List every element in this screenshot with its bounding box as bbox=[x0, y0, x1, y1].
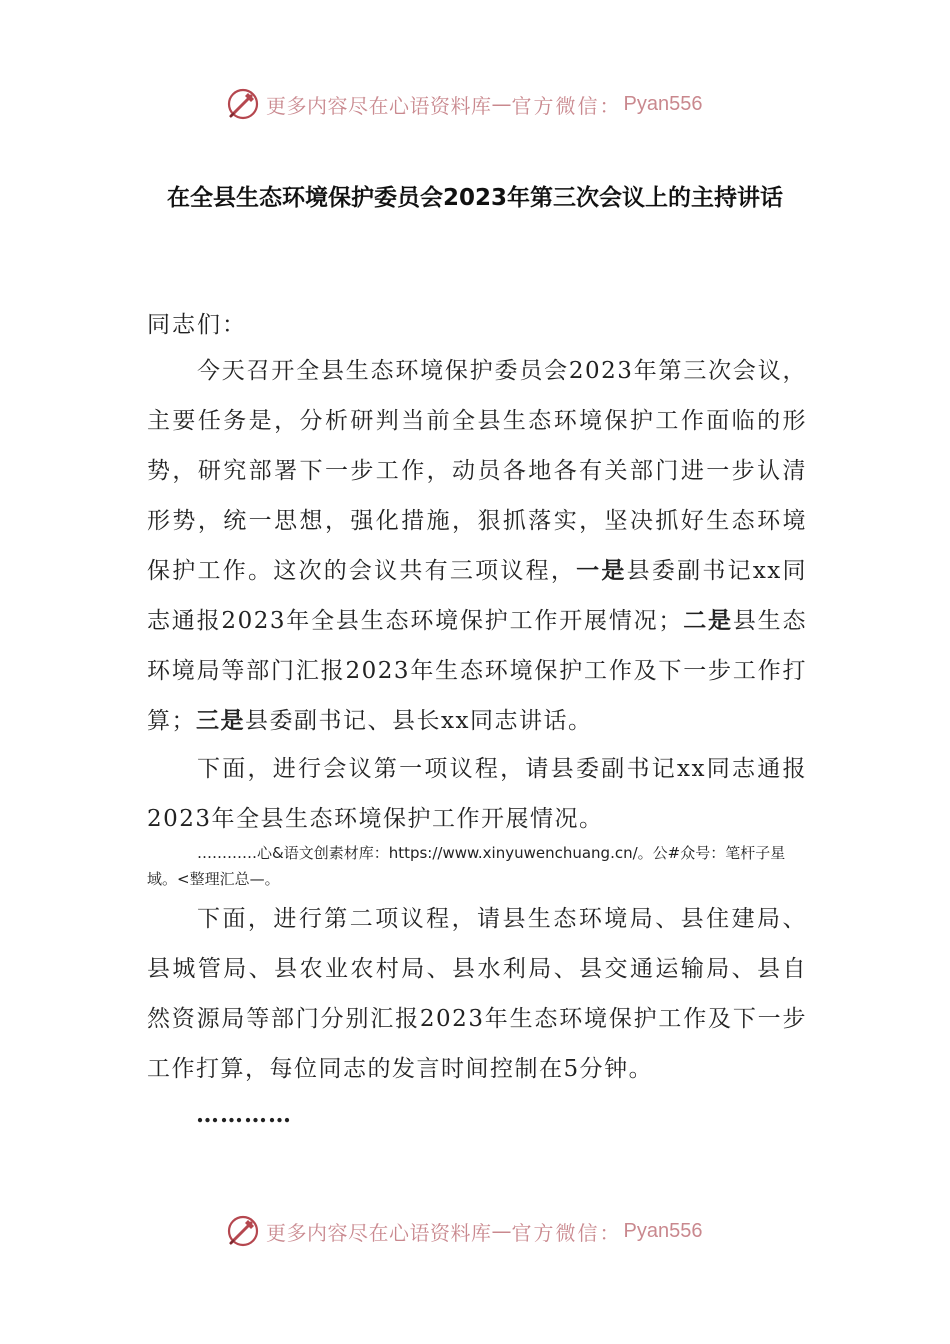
agenda-item-1: 县委副书记xx同志通报2023年全县生态环境保护工作开展情况； bbox=[147, 558, 808, 634]
agenda-item-2: 县生态环境局等部门汇报2023年生态环境保护工作及下一步工作打算； bbox=[147, 608, 807, 734]
banner-official-label: 官方微信： bbox=[511, 1220, 622, 1245]
agenda-label-3: 三是 bbox=[196, 708, 245, 734]
banner-dash: — bbox=[491, 92, 512, 116]
document-title: 在全县生态环境保护委员会2023年第三次会议上的主持讲话 bbox=[166, 185, 783, 211]
agenda-intro: 今天召开全县生态环境保护委员会2023年第三次会议，主要任务是，分析研判当前全县生态环境保护工作面临的形势，研究部署下一步工作，动员各地各有关部门进一步认清形势，统一思想，强化措施，狠抓落实，坚决抓好生态环境保护工作。这次的会议共有三项议程， bbox=[147, 358, 807, 584]
agenda-label-1: 一是 bbox=[576, 558, 627, 584]
banner-wechat-id: Pyan556 bbox=[623, 1219, 703, 1242]
pen-logo-icon bbox=[226, 87, 260, 121]
paragraph-agenda bbox=[147, 346, 807, 746]
agenda-item-3: 县委副书记、县长xx同志讲话。 bbox=[245, 708, 593, 734]
agenda-label-2: 二是 bbox=[682, 608, 733, 634]
ellipsis: ………… bbox=[196, 1101, 292, 1128]
paragraph-second-item: 下面，进行第二项议程，请县生态环境局、县住建局、县城管局、县农业农村局、县水利局、县交通运输局、县自然资源局等部门分别汇报2023年生态环境保护工作及下一步工作打算，每位同志的发言时间控制在5分钟。 bbox=[147, 906, 807, 1082]
pen-logo-icon bbox=[226, 1214, 260, 1248]
banner-text: 更多内容尽在心语资料库 bbox=[266, 93, 492, 118]
source-note: …………心&语文创素材库：https://www.xinyuwenchuang.cn/。公#众号：笔杆子星域。<整理汇总—。 bbox=[147, 844, 786, 888]
banner-text: 更多内容尽在心语资料库 bbox=[266, 1220, 492, 1245]
paragraph-first-item: 下面，进行会议第一项议程，请县委副书记xx同志通报2023年全县生态环境保护工作开展情况。 bbox=[147, 756, 807, 832]
footer-banner bbox=[226, 1211, 702, 1251]
banner-wechat-id: Pyan556 bbox=[623, 92, 703, 115]
greeting: 同志们： bbox=[147, 312, 247, 338]
banner-dash: — bbox=[491, 1219, 512, 1243]
header-banner bbox=[226, 84, 702, 124]
banner-official-label: 官方微信： bbox=[511, 93, 622, 118]
